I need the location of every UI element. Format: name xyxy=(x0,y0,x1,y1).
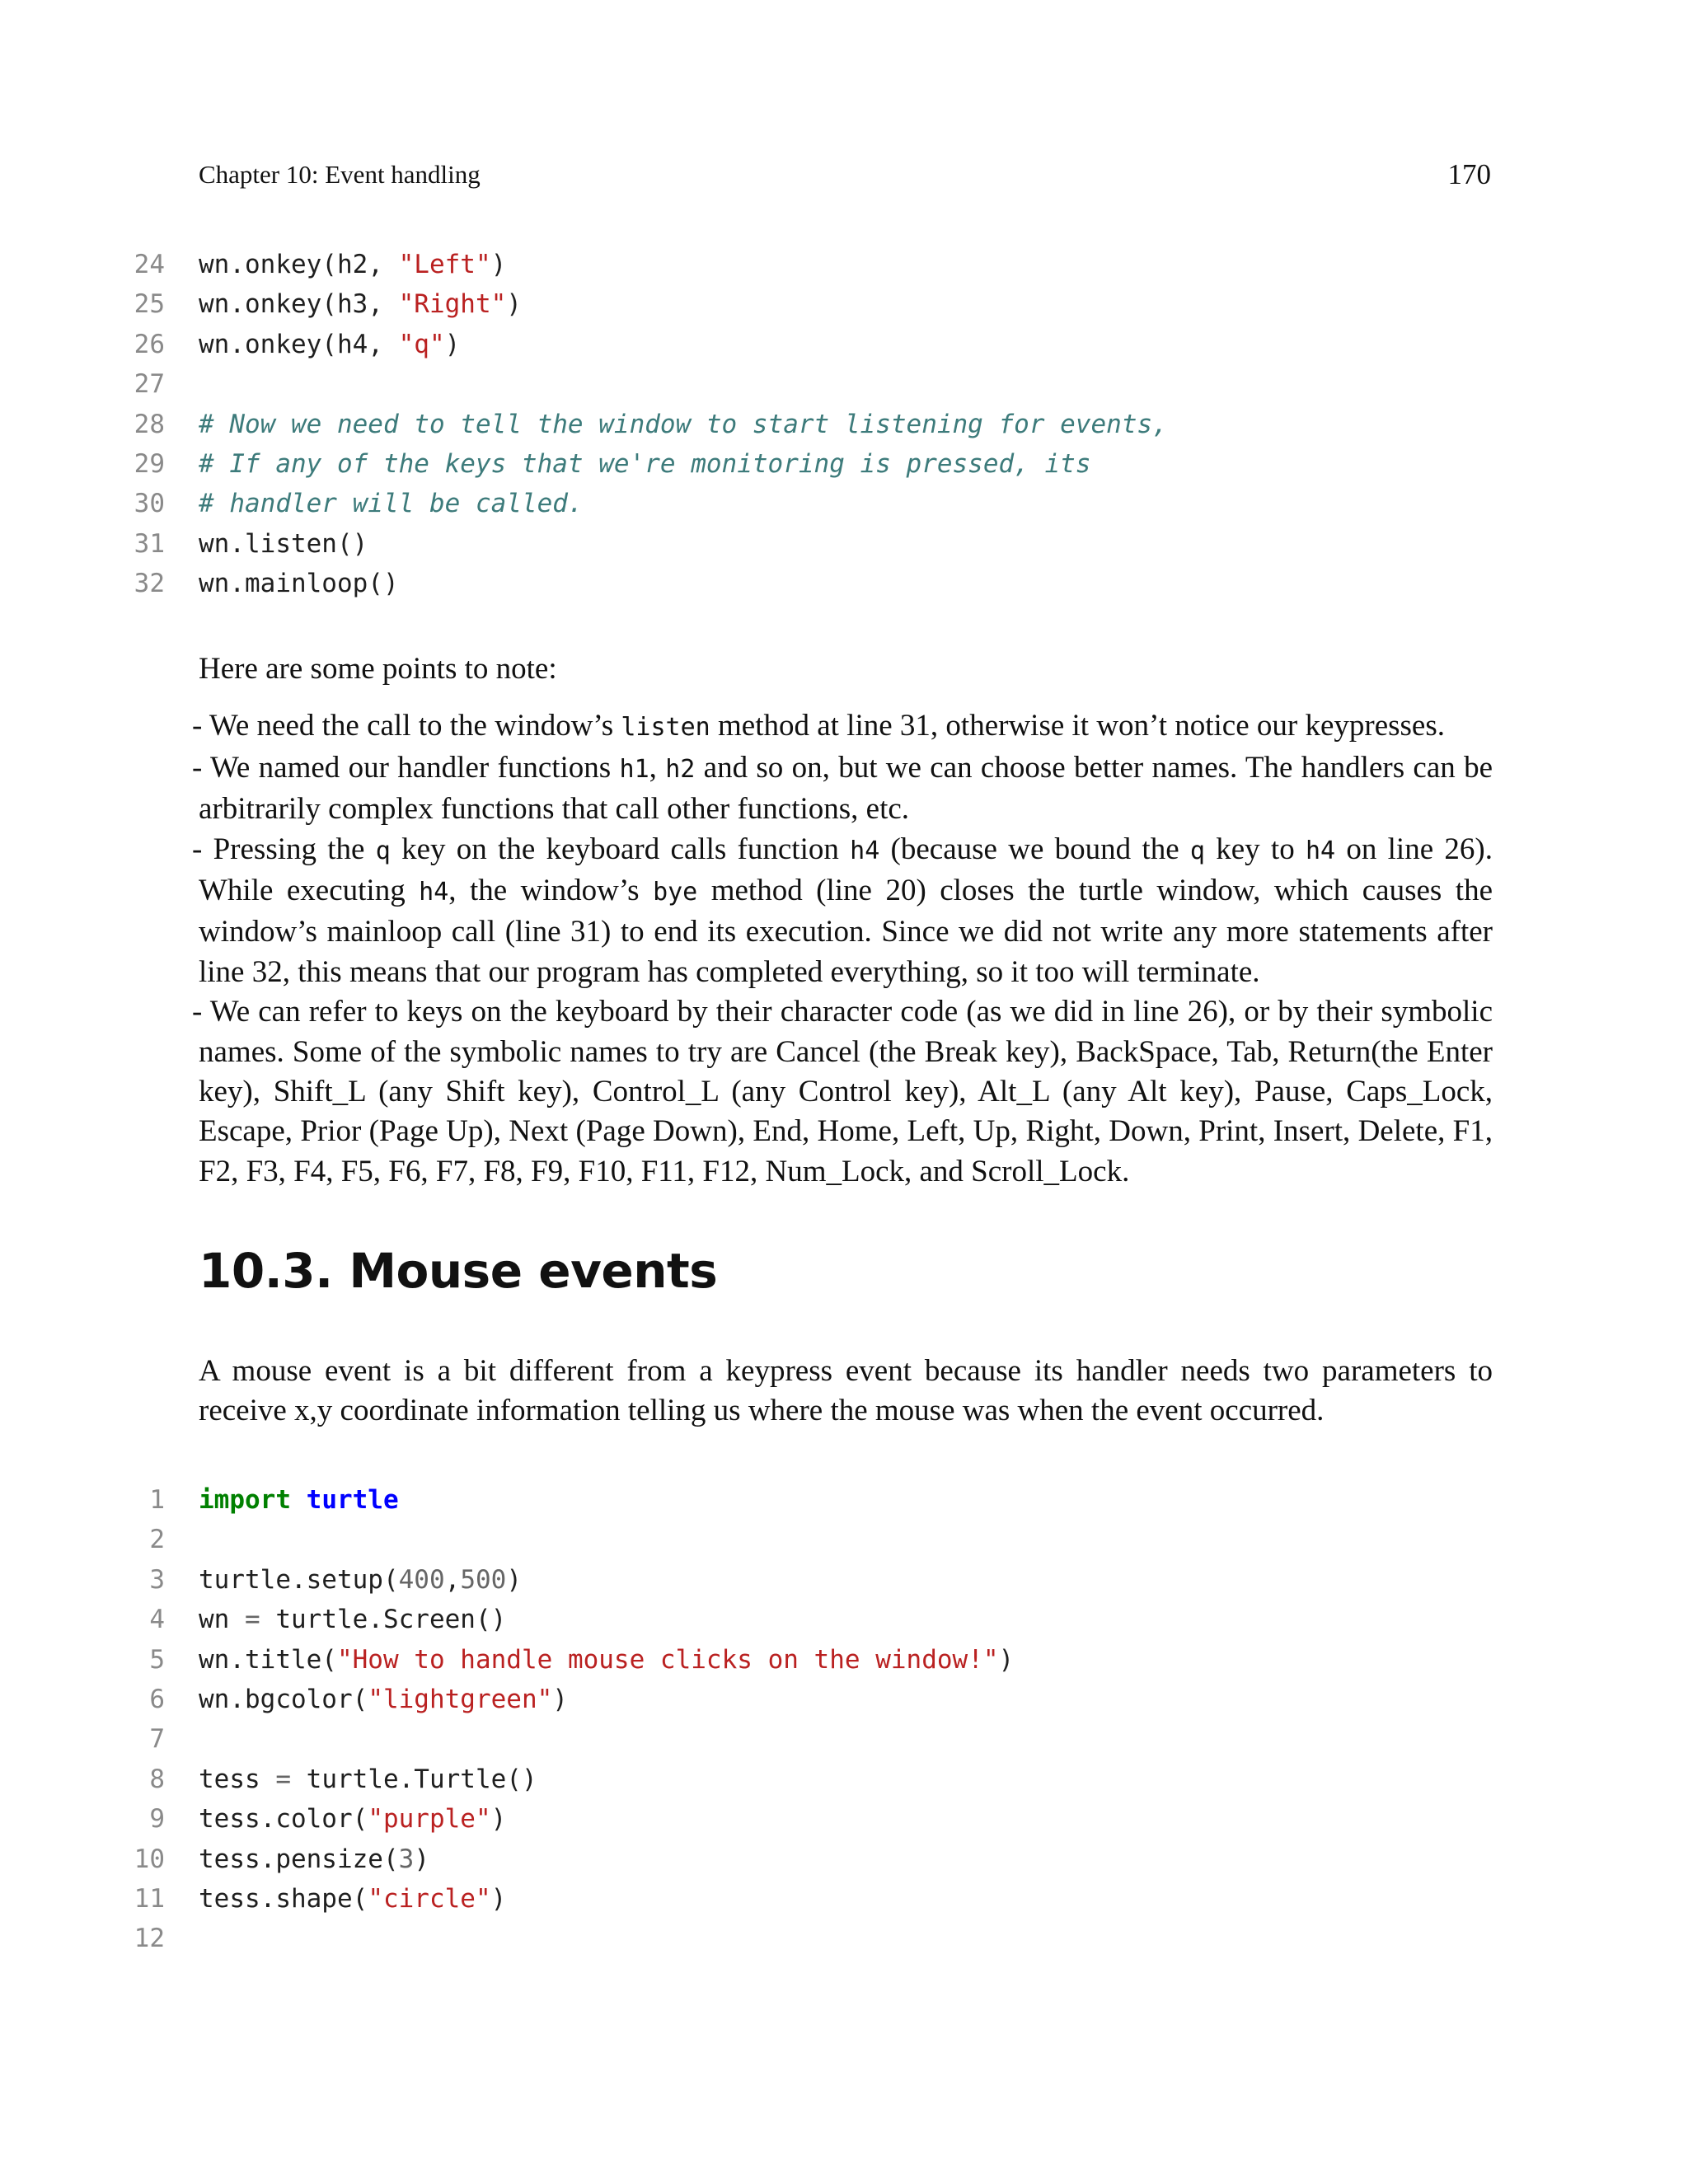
inline-code: h1 xyxy=(619,754,649,784)
line-number: 2 xyxy=(149,1525,165,1555)
note-text: method at line 31, otherwise it won’t notice our keypresses. xyxy=(710,709,1445,743)
line-number: 29 xyxy=(134,448,165,479)
section-intro xyxy=(199,1352,1493,1432)
inline-code: q xyxy=(1189,836,1205,865)
chapter-title: Chapter 10: Event handling xyxy=(199,160,481,189)
code-token: import xyxy=(199,1485,291,1515)
code-token: wn.listen() xyxy=(199,528,368,559)
inline-code: listen xyxy=(621,713,710,743)
code-token: ) xyxy=(414,1844,429,1874)
code-token: wn.title( xyxy=(199,1644,337,1675)
code-text xyxy=(199,484,584,523)
code-token: = xyxy=(275,1764,291,1794)
code-text xyxy=(199,564,399,603)
code-token: ) xyxy=(998,1644,1015,1675)
line-number: 3 xyxy=(149,1564,165,1595)
code-token: ) xyxy=(506,1564,522,1595)
line-number: 28 xyxy=(134,409,165,439)
note-text: - We named our handler functions xyxy=(192,750,620,785)
code-token: = xyxy=(245,1605,260,1635)
code-token: , xyxy=(444,1564,461,1595)
code-token: "Right" xyxy=(398,289,507,320)
note-text: on line 26). While executing xyxy=(199,832,1493,908)
note-text: (because we bound the xyxy=(879,832,1190,866)
code-token: 400 xyxy=(398,1564,445,1595)
code-text xyxy=(199,405,1168,444)
code-token: wn.bgcolor( xyxy=(199,1684,368,1714)
note-text: key to xyxy=(1204,832,1306,866)
line-number: 8 xyxy=(149,1764,165,1794)
line-number: 5 xyxy=(149,1644,165,1675)
code-text xyxy=(199,284,522,324)
code-text xyxy=(199,325,460,364)
code-token: 500 xyxy=(460,1564,507,1595)
note-text: - Pressing the xyxy=(192,832,376,866)
code-token: "Left" xyxy=(398,250,491,279)
code-token: turtle xyxy=(306,1485,399,1515)
code-token: "q" xyxy=(398,329,445,359)
line-number: 9 xyxy=(149,1804,165,1835)
code-token: tess.shape( xyxy=(199,1883,368,1914)
line-number: 11 xyxy=(134,1883,165,1914)
line-number: 7 xyxy=(149,1724,165,1755)
note-text: - We need the call to the window’s xyxy=(192,709,621,743)
inline-code: bye xyxy=(653,878,698,907)
code-text xyxy=(199,1480,399,1520)
note-text: , the window’s xyxy=(448,874,654,908)
code-token: turtle.setup( xyxy=(199,1564,399,1595)
note-text: and so on, but we can choose better names. The handlers can be arbitrarily complex functions that call other functions, etc. xyxy=(199,750,1493,827)
code-token: tess.pensize( xyxy=(199,1844,399,1874)
code-token: # handler will be called. xyxy=(199,489,584,519)
line-number: 12 xyxy=(134,1924,165,1954)
code-token: turtle.Turtle() xyxy=(291,1764,537,1794)
page-number: 170 xyxy=(1447,158,1491,190)
code-text xyxy=(199,1840,429,1879)
code-text xyxy=(199,1560,522,1600)
code-text xyxy=(199,524,368,564)
code-token: "circle" xyxy=(368,1883,491,1914)
line-number: 10 xyxy=(134,1844,165,1874)
inline-code: h2 xyxy=(665,754,696,784)
note-item xyxy=(192,706,1493,748)
inline-code: h4 xyxy=(850,836,880,865)
code-text xyxy=(199,1640,1014,1680)
code-token: turtle.Screen() xyxy=(260,1605,507,1635)
code-text xyxy=(199,1799,506,1839)
code-text xyxy=(199,1760,537,1799)
code-text xyxy=(199,1600,506,1639)
line-number: 27 xyxy=(134,369,165,400)
inline-code: q xyxy=(375,836,391,865)
code-token: # Now we need to tell the window to start listening for events, xyxy=(199,409,1168,439)
code-text xyxy=(199,1879,506,1919)
code-token: "purple" xyxy=(368,1804,491,1835)
code-text xyxy=(199,245,506,284)
inline-code: h4 xyxy=(1305,836,1336,865)
code-token: ) xyxy=(506,289,522,320)
code-token: 3 xyxy=(398,1844,415,1874)
note-text: key on the keyboard calls function xyxy=(390,832,851,866)
inline-code: h4 xyxy=(419,878,449,907)
code-token: wn xyxy=(199,1605,245,1635)
line-number: 31 xyxy=(134,528,165,559)
notes-section xyxy=(192,649,1493,1192)
code-token: ) xyxy=(490,1804,507,1835)
line-number: 6 xyxy=(149,1684,165,1714)
line-number: 24 xyxy=(134,250,165,279)
code-text xyxy=(199,444,1091,484)
code-token: wn.mainloop() xyxy=(199,569,399,599)
line-number: 4 xyxy=(149,1605,165,1635)
code-token: wn.onkey(h3, xyxy=(199,289,399,320)
notes-list xyxy=(192,706,1493,1192)
code-token: # If any of the keys that we're monitoring is pressed, its xyxy=(199,448,1091,479)
line-number: 1 xyxy=(149,1485,165,1515)
notes-intro: Here are some points to note: xyxy=(199,652,557,686)
running-header xyxy=(199,157,1493,193)
line-number: 25 xyxy=(134,289,165,320)
code-token: ) xyxy=(490,1883,507,1914)
code-token: "lightgreen" xyxy=(368,1684,553,1714)
note-text: , xyxy=(649,750,666,785)
code-token: wn.onkey(h4, xyxy=(199,329,399,359)
section-intro-text: A mouse event is a bit different from a keypress event because its handler needs two parameters to receive x,y coordinate information telling us where the mouse was when the event occurred. xyxy=(199,1354,1493,1428)
note-text: method (line 20) closes the turtle window, which causes the window’s mainloop call (line 31) to end its execution. Since we did not write any more statements after line 32, this means that our program has completed everything, so it too will terminate. xyxy=(199,874,1493,989)
note-text: - We can refer to keys on the keyboard by their character code (as we did in line 26), or by their symbolic names. Some of the symbolic names to try are Cancel (the Break key), BackSpace, Tab, Return(the Enter key), Shift_L (any Shift key), Control_L (any Control key), Alt_L (any Alt key), Pause, Caps_Lock, Escape, Prior (Page Up), Next (Page Down), End, Home, Left, Up, Right, Down, Print, Insert, Delete, F1, F2, F3, F4, F5, F6, F7, F8, F9, F10, F11, F12, Num_Lock, and Scroll_Lock. xyxy=(192,995,1493,1188)
code-token: tess.color( xyxy=(199,1804,368,1835)
code-text xyxy=(199,1680,568,1719)
note-item xyxy=(192,748,1493,830)
code-token xyxy=(291,1485,307,1515)
code-token: ) xyxy=(552,1684,568,1714)
line-number: 26 xyxy=(134,329,165,359)
code-token: ) xyxy=(490,250,507,279)
note-item xyxy=(192,992,1493,1192)
section-heading: 10.3. Mouse events xyxy=(199,1243,718,1299)
line-number: 32 xyxy=(134,569,165,599)
line-number: 30 xyxy=(134,489,165,519)
note-item xyxy=(192,830,1493,993)
code-token: "How to handle mouse clicks on the window!" xyxy=(336,1644,999,1675)
code-token: ) xyxy=(444,329,461,359)
code-token: tess xyxy=(199,1764,276,1794)
code-token: wn.onkey(h2, xyxy=(199,250,399,279)
